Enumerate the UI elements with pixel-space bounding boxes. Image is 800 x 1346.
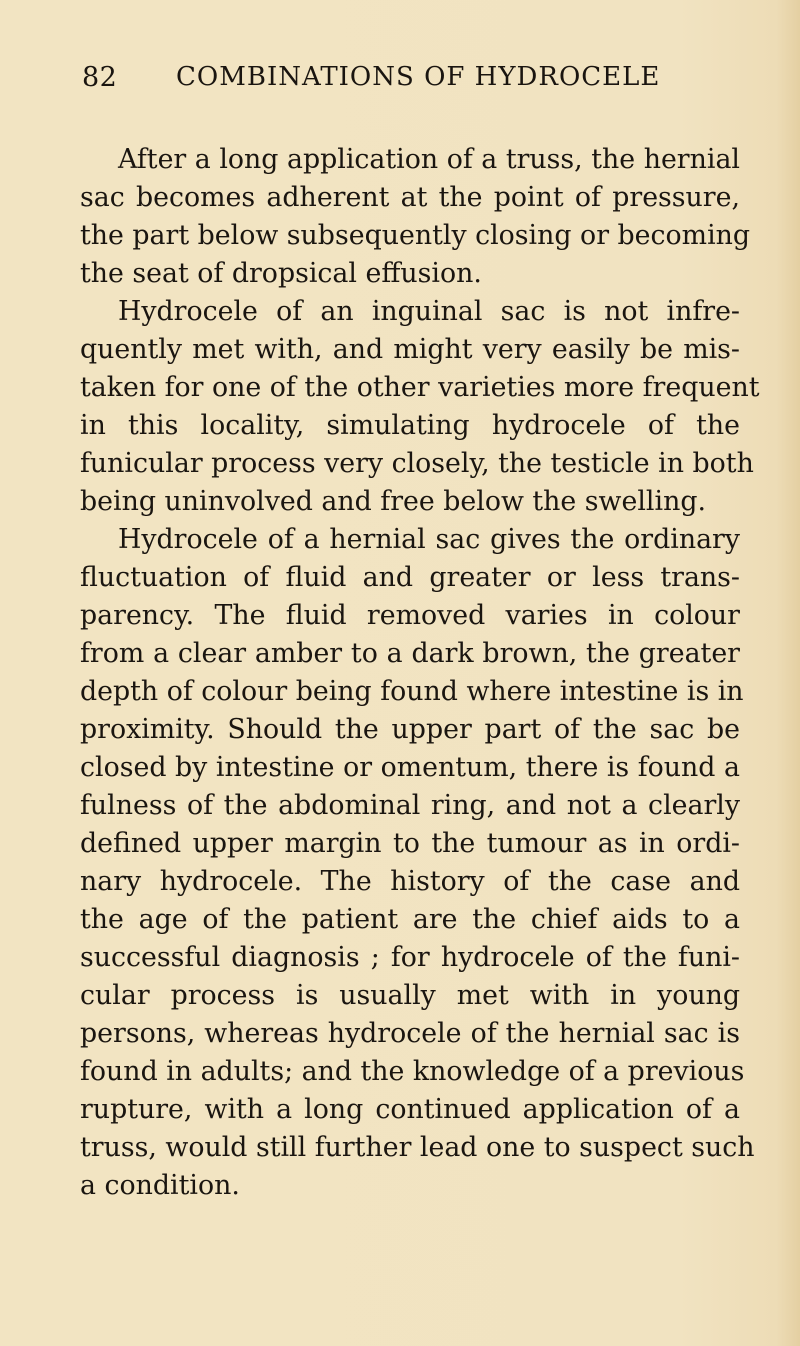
text-line: found in adults; and the knowledge of a previous bbox=[80, 1056, 745, 1087]
text-line: funicular process very closely, the testicle in both bbox=[80, 448, 754, 479]
text-line: proximity. Should the upper part of the sac be bbox=[80, 714, 740, 745]
text-line: Hydrocele of an inguinal sac is not infre- bbox=[118, 296, 740, 327]
text-line: in this locality, simulating hydrocele of the bbox=[80, 410, 740, 441]
text-line: fluctuation of fluid and greater or less trans- bbox=[80, 562, 740, 593]
text-line: the seat of dropsical effusion. bbox=[80, 258, 482, 289]
text-line: taken for one of the other varieties more frequent bbox=[80, 372, 760, 403]
body-text bbox=[80, 141, 760, 1205]
text-line: depth of colour being found where intestine is in bbox=[80, 676, 744, 707]
page-header bbox=[82, 62, 722, 102]
text-line: the age of the patient are the chief aids to a bbox=[80, 904, 740, 935]
text-line: nary hydrocele. The history of the case and bbox=[80, 866, 740, 897]
text-line: Hydrocele of a hernial sac gives the ordinary bbox=[118, 524, 740, 555]
text-line: closed by intestine or omentum, there is found a bbox=[80, 752, 740, 783]
text-line: a condition. bbox=[80, 1170, 240, 1201]
running-title: COMBINATIONS OF HYDROCELE bbox=[176, 62, 661, 92]
text-line: the part below subsequently closing or becoming bbox=[80, 220, 751, 251]
text-line: defined upper margin to the tumour as in ordi- bbox=[80, 828, 740, 859]
text-line: fulness of the abdominal ring, and not a clearly bbox=[80, 790, 740, 821]
text-line: from a clear amber to a dark brown, the greater bbox=[80, 638, 740, 669]
text-line: cular process is usually met with in young bbox=[80, 980, 740, 1011]
text-line: parency. The fluid removed varies in colour bbox=[80, 600, 740, 631]
text-line: After a long application of a truss, the hernial bbox=[118, 144, 740, 175]
page-number: 82 bbox=[82, 62, 118, 93]
text-line: rupture, with a long continued application of a bbox=[80, 1094, 740, 1125]
text-line: quently met with, and might very easily be mis- bbox=[80, 334, 740, 365]
text-line: sac becomes adherent at the point of pressure, bbox=[80, 182, 740, 213]
text-line: persons, whereas hydrocele of the hernial sac is bbox=[80, 1018, 740, 1049]
text-line: being uninvolved and free below the swelling. bbox=[80, 486, 706, 517]
text-line: truss, would still further lead one to suspect such bbox=[80, 1132, 755, 1163]
text-line: successful diagnosis ; for hydrocele of the funi- bbox=[80, 942, 740, 973]
